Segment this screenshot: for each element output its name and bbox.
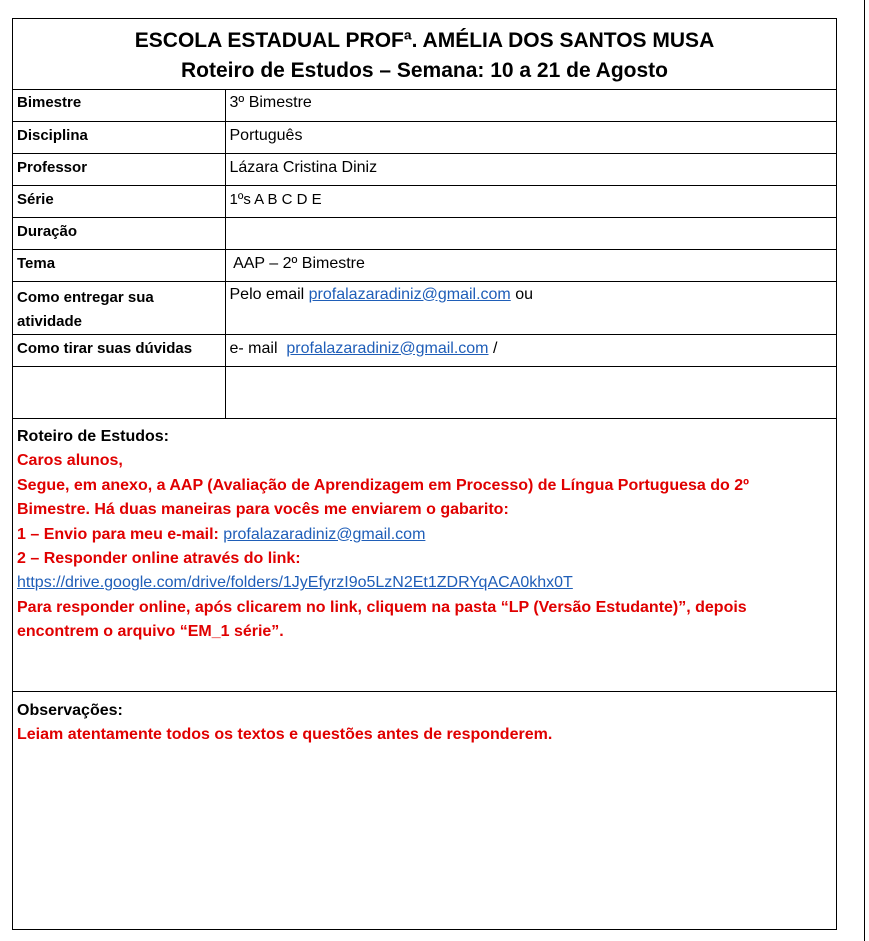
row-value-professor: Lázara Cristina Diniz — [225, 153, 836, 185]
table-row-empty — [13, 366, 836, 418]
table-row — [13, 121, 836, 153]
roteiro-item1 — [17, 523, 832, 547]
row-label-professor: Professor — [13, 153, 225, 185]
row-label-entregar: Como entregar sua atividade — [13, 281, 225, 334]
roteiro-title: Roteiro de Estudos: — [17, 428, 170, 445]
row-label-disciplina: Disciplina — [13, 121, 225, 153]
entregar-suffix: ou — [510, 285, 534, 303]
row-value-duracao — [225, 217, 836, 249]
roteiro-item1-text: 1 – Envio para meu e-mail: — [17, 525, 224, 543]
table-row — [13, 217, 836, 249]
info-table — [13, 89, 836, 419]
page-edge-line — [864, 0, 865, 941]
roteiro-para1-line1: Segue, em anexo, a AAP (Avaliação de Aprendizagem em Processo) de Língua Portuguesa do 2º — [17, 476, 749, 494]
duvidas-prefix: e- mail — [229, 339, 287, 357]
entregar-email-link[interactable]: profalazaradiniz@gmail.com — [308, 285, 511, 303]
row-value-empty — [225, 366, 836, 418]
roteiro-para2-line2: encontrem o arquivo “EM_1 série”. — [17, 623, 284, 641]
roteiro-para2-line1: Para responder online, após clicarem no link, cliquem na pasta “LP (Versão Estudante)”, depois — [17, 598, 747, 616]
document-header — [13, 19, 836, 90]
study-guide-sheet — [12, 18, 837, 930]
row-value-serie: 1ºs A B C D E — [225, 185, 836, 217]
observations-text: Leiam atentamente todos os textos e questões antes de responderem. — [17, 726, 553, 744]
row-value-duvidas — [225, 334, 836, 366]
row-label-duracao: Duração — [13, 217, 225, 249]
table-row — [13, 185, 836, 217]
roteiro-greeting: Caros alunos, — [17, 452, 123, 470]
observations-section — [13, 692, 836, 748]
duvidas-email-link[interactable]: profalazaradiniz@gmail.com — [286, 339, 489, 357]
table-row — [13, 281, 836, 334]
school-name: ESCOLA ESTADUAL PROFª. AMÉLIA DOS SANTOS MUSA — [134, 29, 715, 52]
entregar-prefix: Pelo email — [229, 285, 309, 303]
row-label-empty — [13, 366, 225, 418]
row-value-tema: AAP – 2º Bimestre — [225, 249, 836, 281]
row-value-bimestre: 3º Bimestre — [225, 89, 836, 121]
roteiro-para1-line2: Bimestre. Há duas maneiras para vocês me enviarem o gabarito: — [17, 501, 509, 519]
row-label-serie: Série — [13, 185, 225, 217]
roteiro-item2-text: 2 – Responder online através do link: — [17, 550, 301, 568]
roteiro-item1-email-link[interactable]: profalazaradiniz@gmail.com — [223, 525, 426, 543]
roteiro-item2-link-line — [17, 571, 832, 595]
table-row — [13, 153, 836, 185]
row-label-bimestre: Bimestre — [13, 89, 225, 121]
table-row — [13, 89, 836, 121]
row-value-disciplina: Português — [225, 121, 836, 153]
observations-title: Observações: — [17, 702, 123, 719]
roteiro-drive-link[interactable]: https://drive.google.com/drive/folders/1JyEfyrzI9o5LzN2Et1ZDRYqACA0khx0T — [17, 574, 573, 592]
row-value-entregar — [225, 281, 836, 334]
study-roadmap-section — [13, 416, 836, 692]
duvidas-suffix: / — [488, 339, 498, 357]
table-row — [13, 249, 836, 281]
table-row — [13, 334, 836, 366]
row-label-tema: Tema — [13, 249, 225, 281]
document-subtitle: Roteiro de Estudos – Semana: 10 a 21 de Agosto — [180, 59, 669, 82]
row-label-duvidas: Como tirar suas dúvidas — [13, 334, 225, 366]
